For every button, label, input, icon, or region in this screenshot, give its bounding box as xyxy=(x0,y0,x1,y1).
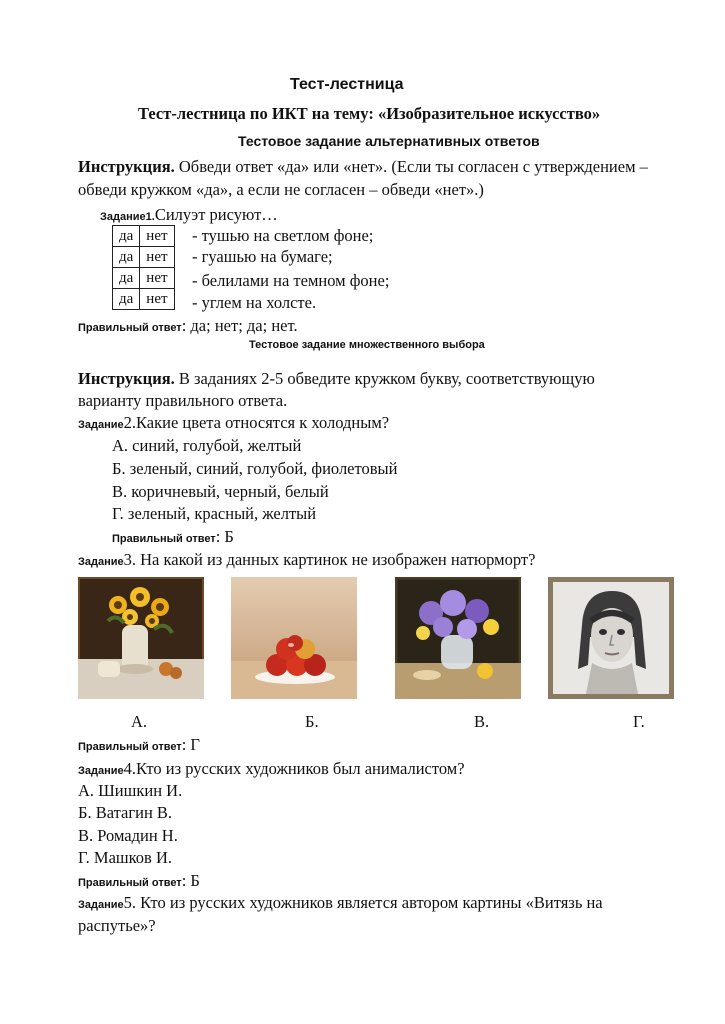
instruction1-label: Инструкция. xyxy=(78,157,175,176)
task2-answer xyxy=(112,527,234,547)
answer-label: Правильный ответ xyxy=(112,533,216,545)
task4-option[interactable]: В. Ромадин Н. xyxy=(78,826,178,845)
task2-option[interactable]: А. синий, голубой, желтый xyxy=(112,436,302,455)
yes-no-row xyxy=(113,289,175,310)
yes-no-table xyxy=(112,225,175,310)
task5-question: 5. Кто из русских художников является автором картины «Витязь на xyxy=(123,893,603,912)
task5-question-cont: распутье»? xyxy=(78,916,156,935)
still-life-sunflowers-image[interactable] xyxy=(78,577,204,699)
still-life-flowers-image[interactable] xyxy=(395,577,521,699)
task5-label: Задание xyxy=(78,899,124,911)
image-letter[interactable]: А. xyxy=(131,712,148,731)
task1-statement: - гуашью на бумаге; xyxy=(192,247,333,266)
image-letter[interactable]: В. xyxy=(474,712,490,731)
yes-no-row xyxy=(113,247,175,268)
task3-label: Задание xyxy=(78,556,124,568)
yes-no-row xyxy=(113,268,175,289)
instruction2-line2: варианту правильного ответа. xyxy=(78,391,288,410)
instruction2-label: Инструкция. xyxy=(78,369,175,388)
task1-question: Силуэт рисуют… xyxy=(154,205,278,224)
task4-label: Задание xyxy=(78,765,124,777)
answer-value: : да; нет; да; нет. xyxy=(181,316,298,335)
yes-option[interactable]: да xyxy=(113,226,140,247)
task2-question: 2.Какие цвета относятся к холодным? xyxy=(123,413,390,432)
task1-header xyxy=(100,205,278,225)
task1-answer xyxy=(78,316,298,336)
instruction1-line1 xyxy=(78,157,648,177)
instruction2-text: В заданиях 2-5 обведите кружком букву, соответствующую xyxy=(174,369,595,388)
answer-value: : Б xyxy=(215,527,234,546)
task4-header xyxy=(78,759,465,779)
task2-option[interactable]: В. коричневый, черный, белый xyxy=(112,482,329,501)
task4-question: 4.Кто из русских художников был анималистом? xyxy=(123,759,465,778)
section1-title: Тестовое задание альтернативных ответов xyxy=(238,133,540,149)
answer-value: : Б xyxy=(181,871,200,890)
task3-question: 3. На какой из данных картинок не изображен натюрморт? xyxy=(123,550,536,569)
task2-header xyxy=(78,413,389,433)
no-option[interactable]: нет xyxy=(140,247,174,268)
no-option[interactable]: нет xyxy=(140,226,174,247)
task1-statement: - углем на холсте. xyxy=(192,293,317,312)
image-letter[interactable]: Б. xyxy=(305,712,319,731)
yes-option[interactable]: да xyxy=(113,268,140,289)
answer-value: : Г xyxy=(181,735,200,754)
page-title: Тест-лестница xyxy=(290,76,404,93)
section2-title: Тестовое задание множественного выбора xyxy=(249,339,485,351)
instruction1-text: Обведи ответ «да» или «нет». (Если ты согласен с утверждением – xyxy=(174,157,648,176)
instruction2-line1 xyxy=(78,369,595,389)
task5-header xyxy=(78,893,603,913)
task4-option[interactable]: А. Шишкин И. xyxy=(78,781,183,800)
task3-answer xyxy=(78,735,200,755)
task4-option[interactable]: Б. Ватагин В. xyxy=(78,803,173,822)
portrait-girl-image[interactable] xyxy=(548,577,674,699)
task2-option[interactable]: Б. зеленый, синий, голубой, фиолетовый xyxy=(112,459,398,478)
no-option[interactable]: нет xyxy=(140,268,174,289)
instruction1-line2: обведи кружком «да», а если не согласен – обведи «нет».) xyxy=(78,180,484,199)
yes-no-row xyxy=(113,226,175,247)
task4-answer xyxy=(78,871,200,891)
task1-statement: - тушью на светлом фоне; xyxy=(192,226,374,245)
answer-label: Правильный ответ xyxy=(78,877,182,889)
still-life-apples-image[interactable] xyxy=(231,577,357,699)
task2-label: Задание xyxy=(78,419,124,431)
task4-option[interactable]: Г. Машков И. xyxy=(78,848,173,867)
task2-option[interactable]: Г. зеленый, красный, желтый xyxy=(112,504,317,523)
task1-statement: - белилами на темном фоне; xyxy=(192,271,390,290)
image-letter[interactable]: Г. xyxy=(633,712,645,731)
answer-label: Правильный ответ xyxy=(78,741,182,753)
no-option[interactable]: нет xyxy=(140,289,174,310)
yes-option[interactable]: да xyxy=(113,247,140,268)
task1-label: Задание1. xyxy=(100,211,155,223)
answer-label: Правильный ответ xyxy=(78,322,182,334)
task3-header xyxy=(78,550,535,570)
page-subtitle: Тест-лестница по ИКТ на тему: «Изобразительное искусство» xyxy=(138,104,601,123)
yes-option[interactable]: да xyxy=(113,289,140,310)
